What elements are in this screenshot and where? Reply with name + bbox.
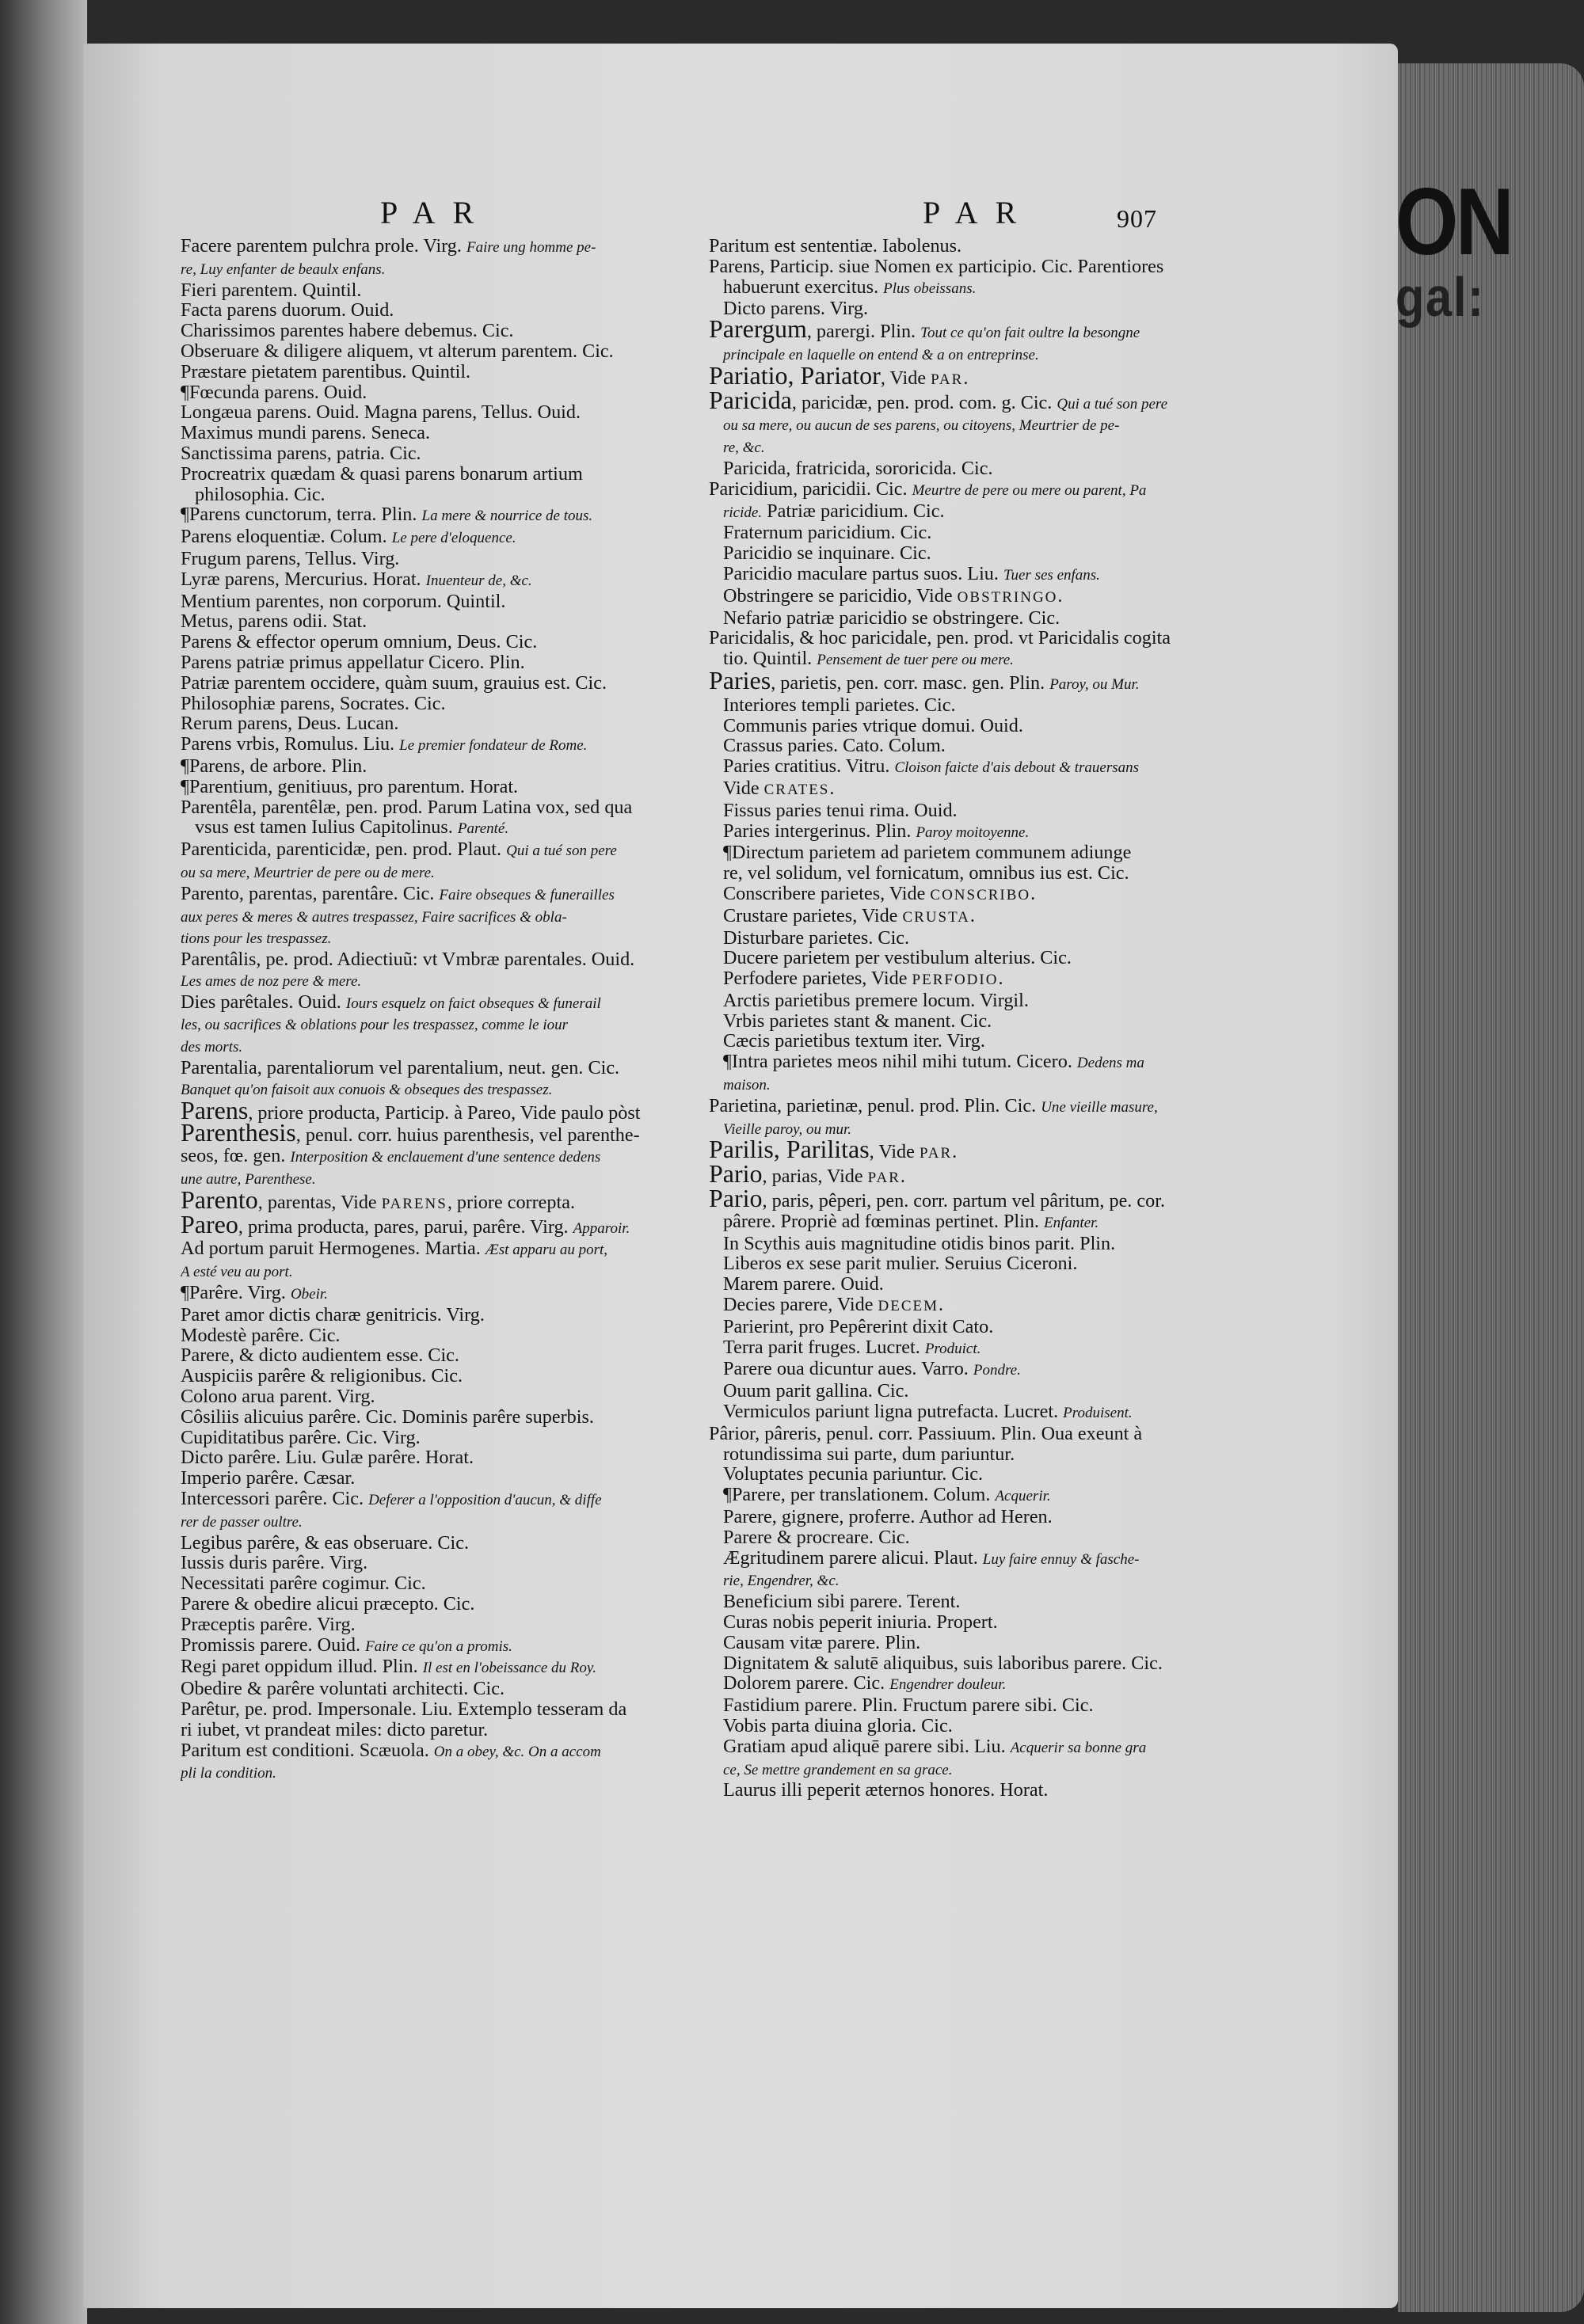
dictionary-line: rotundissima sui parte, dum pariuntur. (723, 1443, 1015, 1465)
dictionary-line: Parens, priore producta, Particip. à Pareo, Vide paulo pòst (181, 1100, 641, 1124)
right-column (709, 236, 1184, 1801)
dictionary-line: Crassus paries. Cato. Colum. (723, 736, 946, 757)
dictionary-line: Paritum est sententiæ. Iabolenus. (709, 236, 962, 257)
dictionary-line: Arctis parietibus premere locum. Virgil. (723, 990, 1029, 1011)
dictionary-line: ¶Fœcunda parens. Ouid. (181, 382, 367, 403)
dictionary-line: Parere, & dicto audientem esse. Cic. (181, 1345, 459, 1367)
dictionary-line: Parierint, pro Pepêrerint dixit Cato. (723, 1316, 994, 1337)
dictionary-line: Parenthesis, penul. corr. huius parenthesis, vel parenthe- (181, 1123, 640, 1147)
right-running-header: PAR (923, 195, 1034, 230)
dictionary-line: Sanctissima parens, patria. Cic. (181, 443, 421, 464)
dictionary-line: ¶Intra parietes meos nihil mihi tutum. Cicero. Dedens ma (723, 1052, 1144, 1073)
dictionary-line: Pario, paris, pêperi, pen. corr. partum vel pâritum, pe. cor. (709, 1189, 1165, 1211)
dictionary-line: Paricidium, paricidii. Cic. Meurtre de pere ou mere ou parent, Pa (709, 478, 1147, 500)
dictionary-line: Parens, Particip. siue Nomen ex participio. Cic. Parentiores (709, 256, 1164, 277)
dictionary-line: Maximus mundi parens. Seneca. (181, 423, 431, 443)
left-page-shadow (0, 0, 87, 2324)
dictionary-line: Parento, parentas, parentâre. Cic. Faire obseques & funerailles (181, 883, 615, 904)
dictionary-line: Parergum, parergi. Plin. Tout ce qu'on fait oultre la besongne (709, 319, 1140, 344)
dictionary-line: Vieille paroy, ou mur. (723, 1120, 852, 1138)
dictionary-line: Vide CRATES. (723, 778, 835, 799)
dictionary-line: Liberos ex sese parit mulier. Seruius Ciceroni. (723, 1253, 1078, 1275)
dictionary-line: Fastidium parere. Plin. Fructum parere sibi. Cic. (723, 1695, 1094, 1716)
dictionary-line: Pario, parias, Vide PAR. (709, 1164, 905, 1189)
dictionary-line: vsus est tamen Iulius Capitolinus. Parenté. (195, 817, 509, 839)
dictionary-line: Philosophiæ parens, Socrates. Cic. (181, 693, 446, 714)
dictionary-line: Auspiciis parêre & religionibus. Cic. (181, 1366, 463, 1387)
dictionary-line: Perfodere parietes, Vide PERFODIO. (723, 968, 1003, 990)
dictionary-line: tio. Quintil. Pensement de tuer pere ou mere. (723, 649, 1014, 670)
left-running-header: PAR (380, 195, 492, 230)
dictionary-line: Paricida, fratricida, sororicida. Cic. (723, 458, 993, 479)
dictionary-line: Fissus paries tenui rima. Ouid. (723, 800, 958, 821)
dictionary-line: re, vel solidum, vel fornicatum, omnibus ius est. Cic. (723, 863, 1129, 884)
dictionary-line: Paritum est conditioni. Scæuola. On a obey, &c. On a accom (181, 1740, 601, 1761)
dictionary-line: Dicto parens. Virg. (723, 299, 869, 320)
dictionary-line: Paret amor dictis charæ genitricis. Virg. (181, 1304, 485, 1326)
dictionary-line: Obedire & parêre voluntati architecti. Cic. (181, 1679, 505, 1699)
dictionary-line: ricide. Patriæ paricidium. Cic. (723, 500, 945, 522)
dictionary-line: Dicto parêre. Liu. Gulæ parêre. Horat. (181, 1447, 474, 1469)
dictionary-line: des morts. (181, 1039, 243, 1056)
dictionary-line: Paricidalis, & hoc paricidale, pen. prod. vt Paricidalis cogita (709, 628, 1171, 649)
dictionary-line: Facere parentem pulchra prole. Virg. Faire ung homme pe- (181, 236, 596, 257)
dictionary-line: Iussis duris parêre. Virg. (181, 1553, 368, 1574)
dictionary-line: Parenticida, parenticidæ, pen. prod. Plaut. Qui a tué son pere (181, 839, 617, 861)
dictionary-line: pli la condition. (181, 1765, 276, 1782)
dictionary-line: Paries intergerinus. Plin. Paroy moitoyenne. (723, 820, 1030, 842)
dictionary-line: philosophia. Cic. (195, 484, 326, 505)
dictionary-line: maison. (723, 1077, 771, 1094)
dictionary-line: Vrbis parietes stant & manent. Cic. (723, 1010, 992, 1032)
dictionary-line: Frugum parens, Tellus. Virg. (181, 548, 400, 569)
dictionary-line: re, &c. (723, 439, 765, 457)
dictionary-line: Parentêla, parentêlæ, pen. prod. Parum Latina vox, sed qua (181, 797, 633, 818)
dictionary-line: Parens eloquentiæ. Colum. Le pere d'eloquence. (181, 527, 516, 548)
dictionary-line: principale en laquelle on entend & a on entreprinse. (723, 346, 1039, 363)
dictionary-line: Regi paret oppidum illud. Plin. Il est en l'obeissance du Roy. (181, 1656, 597, 1678)
dictionary-line: Curas nobis peperit iniuria. Propert. (723, 1612, 998, 1633)
dictionary-line: Dies parêtales. Ouid. Iours esquelz on faict obseques & funerail (181, 991, 601, 1013)
dictionary-line: Imperio parêre. Cæsar. (181, 1468, 356, 1489)
dictionary-line: Metus, parens odii. Stat. (181, 611, 367, 633)
dictionary-line: tions pour les trespassez. (181, 930, 332, 948)
book-page-edges (1398, 63, 1584, 2312)
dictionary-line: Lyræ parens, Mercurius. Horat. Inuenteur de, &c. (181, 569, 532, 590)
dictionary-line: les, ou sacrifices & oblations pour les trespassez, comme le iour (181, 1017, 569, 1034)
next-page-fragment-line: ON (1396, 169, 1512, 275)
dictionary-line: Rerum parens, Deus. Lucan. (181, 713, 399, 735)
dictionary-line: Parentalia, parentaliorum vel parentalium, neut. gen. Cic. (181, 1058, 620, 1078)
dictionary-line: Parere oua dicuntur aues. Varro. Pondre. (723, 1359, 1021, 1380)
dictionary-line: Causam vitæ parere. Plin. (723, 1632, 921, 1653)
dictionary-line: re, Luy enfanter de beaulx enfans. (181, 261, 386, 278)
dictionary-line: Charissimos parentes habere debemus. Cic. (181, 321, 514, 341)
next-page-fragment-line: gal: (1396, 266, 1485, 328)
dictionary-line: ce, Se mettre grandement en sa grace. (723, 1761, 953, 1778)
dictionary-line: ¶Parêre. Virg. Obeir. (181, 1283, 328, 1304)
dictionary-line: Crustare parietes, Vide CRUSTA. (723, 905, 975, 926)
dictionary-line: Obseruare & diligere aliquem, vt alterum parentem. Cic. (181, 340, 614, 362)
dictionary-line: Interiores templi parietes. Cic. (723, 694, 956, 716)
dictionary-line: Vobis parta diuina gloria. Cic. (723, 1715, 953, 1736)
dictionary-line: Gratiam apud aliquē parere sibi. Liu. Acquerir sa bonne gra (723, 1736, 1147, 1757)
dictionary-line: Beneficium sibi parere. Terent. (723, 1592, 961, 1612)
dictionary-line: Ouum parit gallina. Cic. (723, 1381, 909, 1402)
dictionary-line: Paries cratitius. Vitru. Cloison faicte d'ais debout & trauersans (723, 756, 1140, 778)
dictionary-line: Parento, parentas, Vide PARENS, priore correpta. (181, 1189, 575, 1214)
dictionary-line: ¶Parens, de arbore. Plin. (181, 755, 367, 777)
dictionary-line: ou sa mere, ou aucun de ses parens, ou citoyens, Meurtrier de pe- (723, 417, 1120, 435)
dictionary-line: Fraternum paricidium. Cic. (723, 523, 932, 544)
dictionary-line: Paricidio se inquinare. Cic. (723, 543, 931, 564)
dictionary-line: Præceptis parêre. Virg. (181, 1614, 356, 1635)
dictionary-line: Banquet qu'on faisoit aux conuois & obseques des trespassez. (181, 1081, 553, 1098)
dictionary-line: Colono arua parent. Virg. (181, 1386, 375, 1407)
dictionary-line: Côsiliis alicuius parêre. Cic. Dominis parêre superbis. (181, 1406, 594, 1428)
dictionary-line: Laurus illi peperit æternos honores. Horat. (723, 1780, 1049, 1801)
left-column (181, 236, 672, 1784)
dictionary-line: Paricidio maculare partus suos. Liu. Tuer ses enfans. (723, 563, 1100, 584)
dictionary-line: Cupiditatibus parêre. Cic. Virg. (181, 1427, 421, 1448)
dictionary-line: Modestè parêre. Cic. (181, 1325, 341, 1346)
dictionary-line: Facta parens duorum. Ouid. (181, 300, 394, 321)
dictionary-line: Parere & procreare. Cic. (723, 1527, 910, 1548)
dictionary-line: Fieri parentem. Quintil. (181, 280, 362, 301)
dictionary-line: seos, fœ. gen. Interposition & enclauement d'une sentence dedens (181, 1146, 601, 1167)
next-page-fragment (1396, 169, 1557, 328)
dictionary-line: Parens vrbis, Romulus. Liu. Le premier fondateur de Rome. (181, 734, 588, 755)
dictionary-line: Voluptates pecunia pariuntur. Cic. (723, 1464, 984, 1485)
dictionary-line: Intercessori parêre. Cic. Deferer a l'opposition d'aucun, & diffe (181, 1489, 602, 1510)
dictionary-line: ¶Parens cunctorum, terra. Plin. La mere & nourrice de tous. (181, 504, 593, 526)
dictionary-line: Dolorem parere. Cic. Engendrer douleur. (723, 1673, 1007, 1695)
dictionary-line: Les ames de noz pere & mere. (181, 972, 362, 990)
dictionary-line: pârere. Propriè ad fœminas pertinet. Plin. Enfanter. (723, 1211, 1099, 1232)
dictionary-line: Mentium parentes, non corporum. Quintil. (181, 591, 506, 612)
dictionary-line: ou sa mere, Meurtrier de pere ou de mere. (181, 864, 435, 881)
dictionary-line: Ad portum paruit Hermogenes. Martia. Æst apparu au port, (181, 1238, 608, 1260)
dictionary-line: Cæcis parietibus textum iter. Virg. (723, 1031, 985, 1052)
dictionary-line: A esté veu au port. (181, 1264, 293, 1281)
dictionary-line: une autre, Parenthese. (181, 1171, 316, 1189)
dictionary-line: Pariatio, Pariator, Vide PAR. (709, 365, 969, 390)
dictionary-line: Præstare pietatem parentibus. Quintil. (181, 361, 471, 382)
dictionary-line: Parens & effector operum omnium, Deus. Cic. (181, 632, 538, 652)
dictionary-line: aux peres & meres & autres trespassez, Faire sacrifices & obla- (181, 908, 567, 926)
dictionary-line: Vermiculos pariunt ligna putrefacta. Lucret. Produisent. (723, 1402, 1133, 1423)
dictionary-line: Decies parere, Vide DECEM. (723, 1295, 944, 1316)
dictionary-line: Procreatrix quædam & quasi parens bonarum artium (181, 463, 583, 485)
dictionary-line: Pârior, pâreris, penul. corr. Passiuum. Plin. Oua exeunt à (709, 1423, 1143, 1444)
dictionary-line: Legibus parêre, & eas obseruare. Cic. (181, 1532, 470, 1554)
dictionary-line: Communis paries vtrique domui. Ouid. (723, 715, 1023, 736)
dictionary-line: ¶Directum parietem ad parietem communem adiunge (723, 842, 1132, 864)
dictionary-line: Parens patriæ primus appellatur Cicero. Plin. (181, 652, 525, 673)
dictionary-line: Marem parere. Ouid. (723, 1274, 884, 1295)
dictionary-line: Disturbare parietes. Cic. (723, 927, 910, 949)
dictionary-line: Dignitatem & salutē aliquibus, suis laboribus parere. Cic. (723, 1653, 1163, 1674)
dictionary-line: Promissis parere. Ouid. Faire ce qu'on a promis. (181, 1634, 512, 1656)
dictionary-line: Paricida, paricidæ, pen. prod. com. g. Cic. Qui a tué son pere (709, 390, 1168, 414)
page-number: 907 (1117, 204, 1157, 233)
dictionary-line: rer de passer oultre. (181, 1513, 303, 1531)
dictionary-line: ¶Parentium, genitiuus, pro parentum. Horat. (181, 776, 519, 797)
dictionary-line: habuerunt exercitus. Plus obeissans. (723, 276, 977, 298)
dictionary-line: Parentâlis, pe. prod. Adiectiuũ: vt Vmbræ parentales. Ouid. (181, 949, 635, 970)
dictionary-line: ¶Parere, per translationem. Colum. Acquerir. (723, 1485, 1051, 1506)
dictionary-line: Ægritudinem parere alicui. Plaut. Luy faire ennuy & fasche- (723, 1547, 1140, 1569)
dictionary-line: Nefario patriæ paricidio se obstringere. Cic. (723, 607, 1060, 629)
dictionary-line: Parilis, Parilitas, Vide PAR. (709, 1139, 958, 1164)
dictionary-line: Terra parit fruges. Lucret. Produict. (723, 1337, 981, 1358)
dictionary-line: Parere, gignere, proferre. Author ad Heren. (723, 1507, 1053, 1527)
dictionary-line: Pareo, prima producta, pares, parui, parêre. Virg. Apparoir. (181, 1214, 630, 1238)
dictionary-line: Longæua parens. Ouid. Magna parens, Tellus. Ouid. (181, 402, 581, 424)
dictionary-line: Parietina, parietinæ, penul. prod. Plin. Cic. Une vieille masure, (709, 1095, 1158, 1116)
dictionary-line: Parere & obedire alicui præcepto. Cic. (181, 1594, 475, 1615)
dictionary-line: Paries, parietis, pen. corr. masc. gen. Plin. Paroy, ou Mur. (709, 670, 1140, 694)
dictionary-line: In Scythis auis magnitudine otidis binos parit. Plin. (723, 1233, 1116, 1254)
dictionary-line: rie, Engendrer, &c. (723, 1573, 840, 1590)
dictionary-line: Patriæ parentem occidere, quàm suum, grauius est. Cic. (181, 672, 607, 694)
dictionary-line: Conscribere parietes, Vide CONSCRIBO. (723, 883, 1036, 904)
dictionary-line: Obstringere se paricidio, Vide OBSTRINGO. (723, 585, 1063, 607)
dictionary-line: Ducere parietem per vestibulum alterius. Cic. (723, 948, 1072, 969)
dictionary-line: ri iubet, vt prandeat miles: dicto paretur. (181, 1719, 489, 1740)
dictionary-line: Parêtur, pe. prod. Impersonale. Liu. Extemplo tesseram da (181, 1698, 627, 1720)
dictionary-line: Necessitati parêre cogimur. Cic. (181, 1573, 426, 1594)
